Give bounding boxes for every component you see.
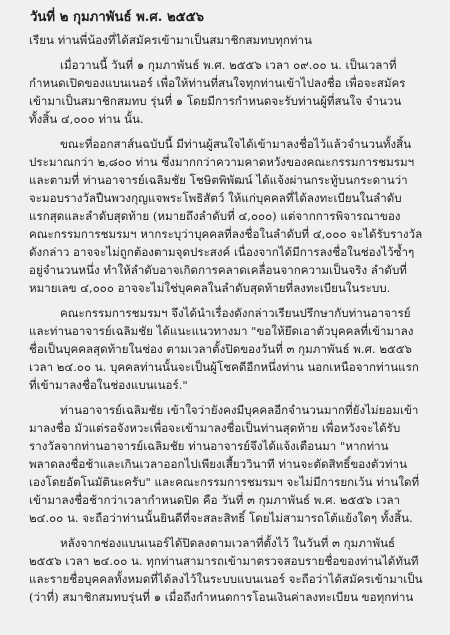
text-line: และรายชื่อบุคคลทั้งหมดที่ได้ลงไว้ในระบบแบนเนอร์ จะถือว่าได้สมัครเข้ามาเป็น [29,572,423,586]
text-line: ๒๕๕๖ เวลา ๒๔.๐๐ น. ทุกท่านสามารถเข้ามาตรวจสอบรายชื่อของท่านได้ทันที [29,554,419,568]
text-line: และตามที่ ท่านอาจารย์เฉลิมชัย โชษิตพิพัฒน์ ได้แจ้งผ่านกระทู้บนกระดานว่า [29,173,408,187]
text-line: อยู่จำนวนหนึ่ง ทำให้ลำดับอาจเกิดการคลาดเคลื่อนจากความเป็นจริง ลำดับที่ [29,263,407,277]
text-line: คณะกรรมการชมรมฯ จึงได้นำเรื่องดังกล่าวเรียนปรึกษากับท่านอาจารย์ [60,306,411,320]
text-line: เข้ามาเป็นสมาชิกสมทบ รุ่นที่ ๑ โดยมีการกำหนดจะรับท่านผู้ที่สนใจ จำนวน [29,94,402,108]
text-line: รางวัลจากท่านอาจารย์เฉลิมชัย ท่านอาจารย์จึงได้แจ้งเตือนมา "หากท่าน [29,439,389,453]
text-line: ที่เข้ามาลงชื่อในช่องแบนเนอร์." [29,378,188,392]
text-line: เวลา ๒๔.๐๐ น. บุคคลท่านนั้นจะเป็นผู้โชคดีอีกหนึ่งท่าน นอกเหนือจากท่านแรก [29,360,419,374]
text-line: แรกสุดและลำดับสุดท้าย (หมายถึงลำดับที่ ๔,๐๐๐) แต่จากการพิจารณาของ [29,209,401,223]
text-line: คณะกรรมการชมรมฯ หากระบุว่าบุคคลที่ลงชื่อในลำดับที่ ๔,๐๐๐ จะได้รับรางวัล [29,227,423,241]
text-line: หมายเลข ๔,๐๐๐ อาจจะไม่ใช่บุคคลในลำดับสุดท้ายที่ลงทะเบียนในระบบ. [29,281,391,295]
text-line: หลังจากช่องแบนเนอร์ได้ปิดลงตามเวลาที่ตั้งไว้ ในวันที่ ๓ กุมภาพันธ์ [60,536,396,550]
text-line: กำหนดเปิดของแบนเนอร์ เพื่อให้ท่านที่สนใจทุกท่านเข้าไปลงชื่อ เพื่อจะสมัคร [29,76,406,90]
text-line: พลาดลงชื่อช้าและเกินเวลาออกไปเพียงเสี้ยววินาที ท่านจะตัดสิทธิ์ของตัวท่าน [29,457,407,471]
text-line: ขณะที่ออกสาส์นฉบับนี้ มีท่านผู้สนใจได้เข้ามาลงชื่อไว้แล้วจำนวนทั้งสิ้น [60,137,412,151]
text-line: มาลงชื่อ มัวแต่รอจังหวะเพื่อจะเข้ามาลงชื่อเป็นท่านสุดท้าย เพื่อหวังจะได้รับ [29,421,401,435]
text-line: ชื่อเป็นบุคคลสุดท้ายในช่อง ตามเวลาตั้งปิดของวันที่ ๓ กุมภาพันธ์ พ.ศ. ๒๕๕๖ [29,342,412,356]
text-line: เข้ามาลงชื่อช้ากว่าเวลากำหนดปิด คือ วันที่ ๓ กุมภาพันธ์ พ.ศ. ๒๕๕๖ เวลา [29,493,401,507]
text-line: ประมาณกว่า ๒,๘๐๐ ท่าน ซึ่งมากกว่าความคาดหวังของคณะกรรมการชมรมฯ [29,155,415,169]
text-line: เองโดยอัตโนมัตินะครับ" และคณะกรรมการชมรมฯ จะไม่มีการยกเว้น ท่านใดที่ [29,475,420,489]
text-line: (ว่าที่) สมาชิกสมทบรุ่นที่ ๑ เมื่อถึงกำหนดการโอนเงินค่าลงทะเบียน ขอทุกท่าน [29,590,414,604]
letter-date-title: วันที่ ๒ กุมภาพันธ์ พ.ศ. ๒๕๕๖ [30,10,204,25]
text-line: เมื่อวานนี้ วันที่ ๑ กุมภาพันธ์ พ.ศ. ๒๕๕๖ เวลา ๐๙.๐๐ น. เป็นเวลาที่ [60,58,397,72]
greeting-line: เรียน ท่านพี่น้องที่ได้สมัครเข้ามาเป็นสมาชิกสมทบทุกท่าน [29,33,312,47]
text-line: และท่านอาจารย์เฉลิมชัย ได้แนะแนวทางมา "ขอให้ยึดเอาตัวบุคคลที่เข้ามาลง [29,324,414,338]
text-line: จะมอบรางวัลปืนพวงกุญแจพระโพธิสัตว์ ให้แก่บุคคลที่ได้ลงทะเบียนในลำดับ [29,191,402,205]
text-line: ดังกล่าว อาจจะไม่ถูกต้องตามจุดประสงค์ เนื่องจากได้มีการลงชื่อในช่องไว้ซ้ำๆ [29,245,415,259]
text-line: ๒๔.๐๐ น. จะถือว่าท่านนั้นยินดีที่จะสละสิทธิ์ โดยไม่สามารถโต้แย้งใดๆ ทั้งสิ้น. [29,511,413,525]
text-line: ท่านอาจารย์เฉลิมชัย เข้าใจว่ายังคงมีบุคคลอีกจำนวนมากที่ยังไม่ยอมเข้า [60,403,419,417]
text-line: ทั้งสิ้น ๔,๐๐๐ ท่าน นั้น. [29,112,144,126]
